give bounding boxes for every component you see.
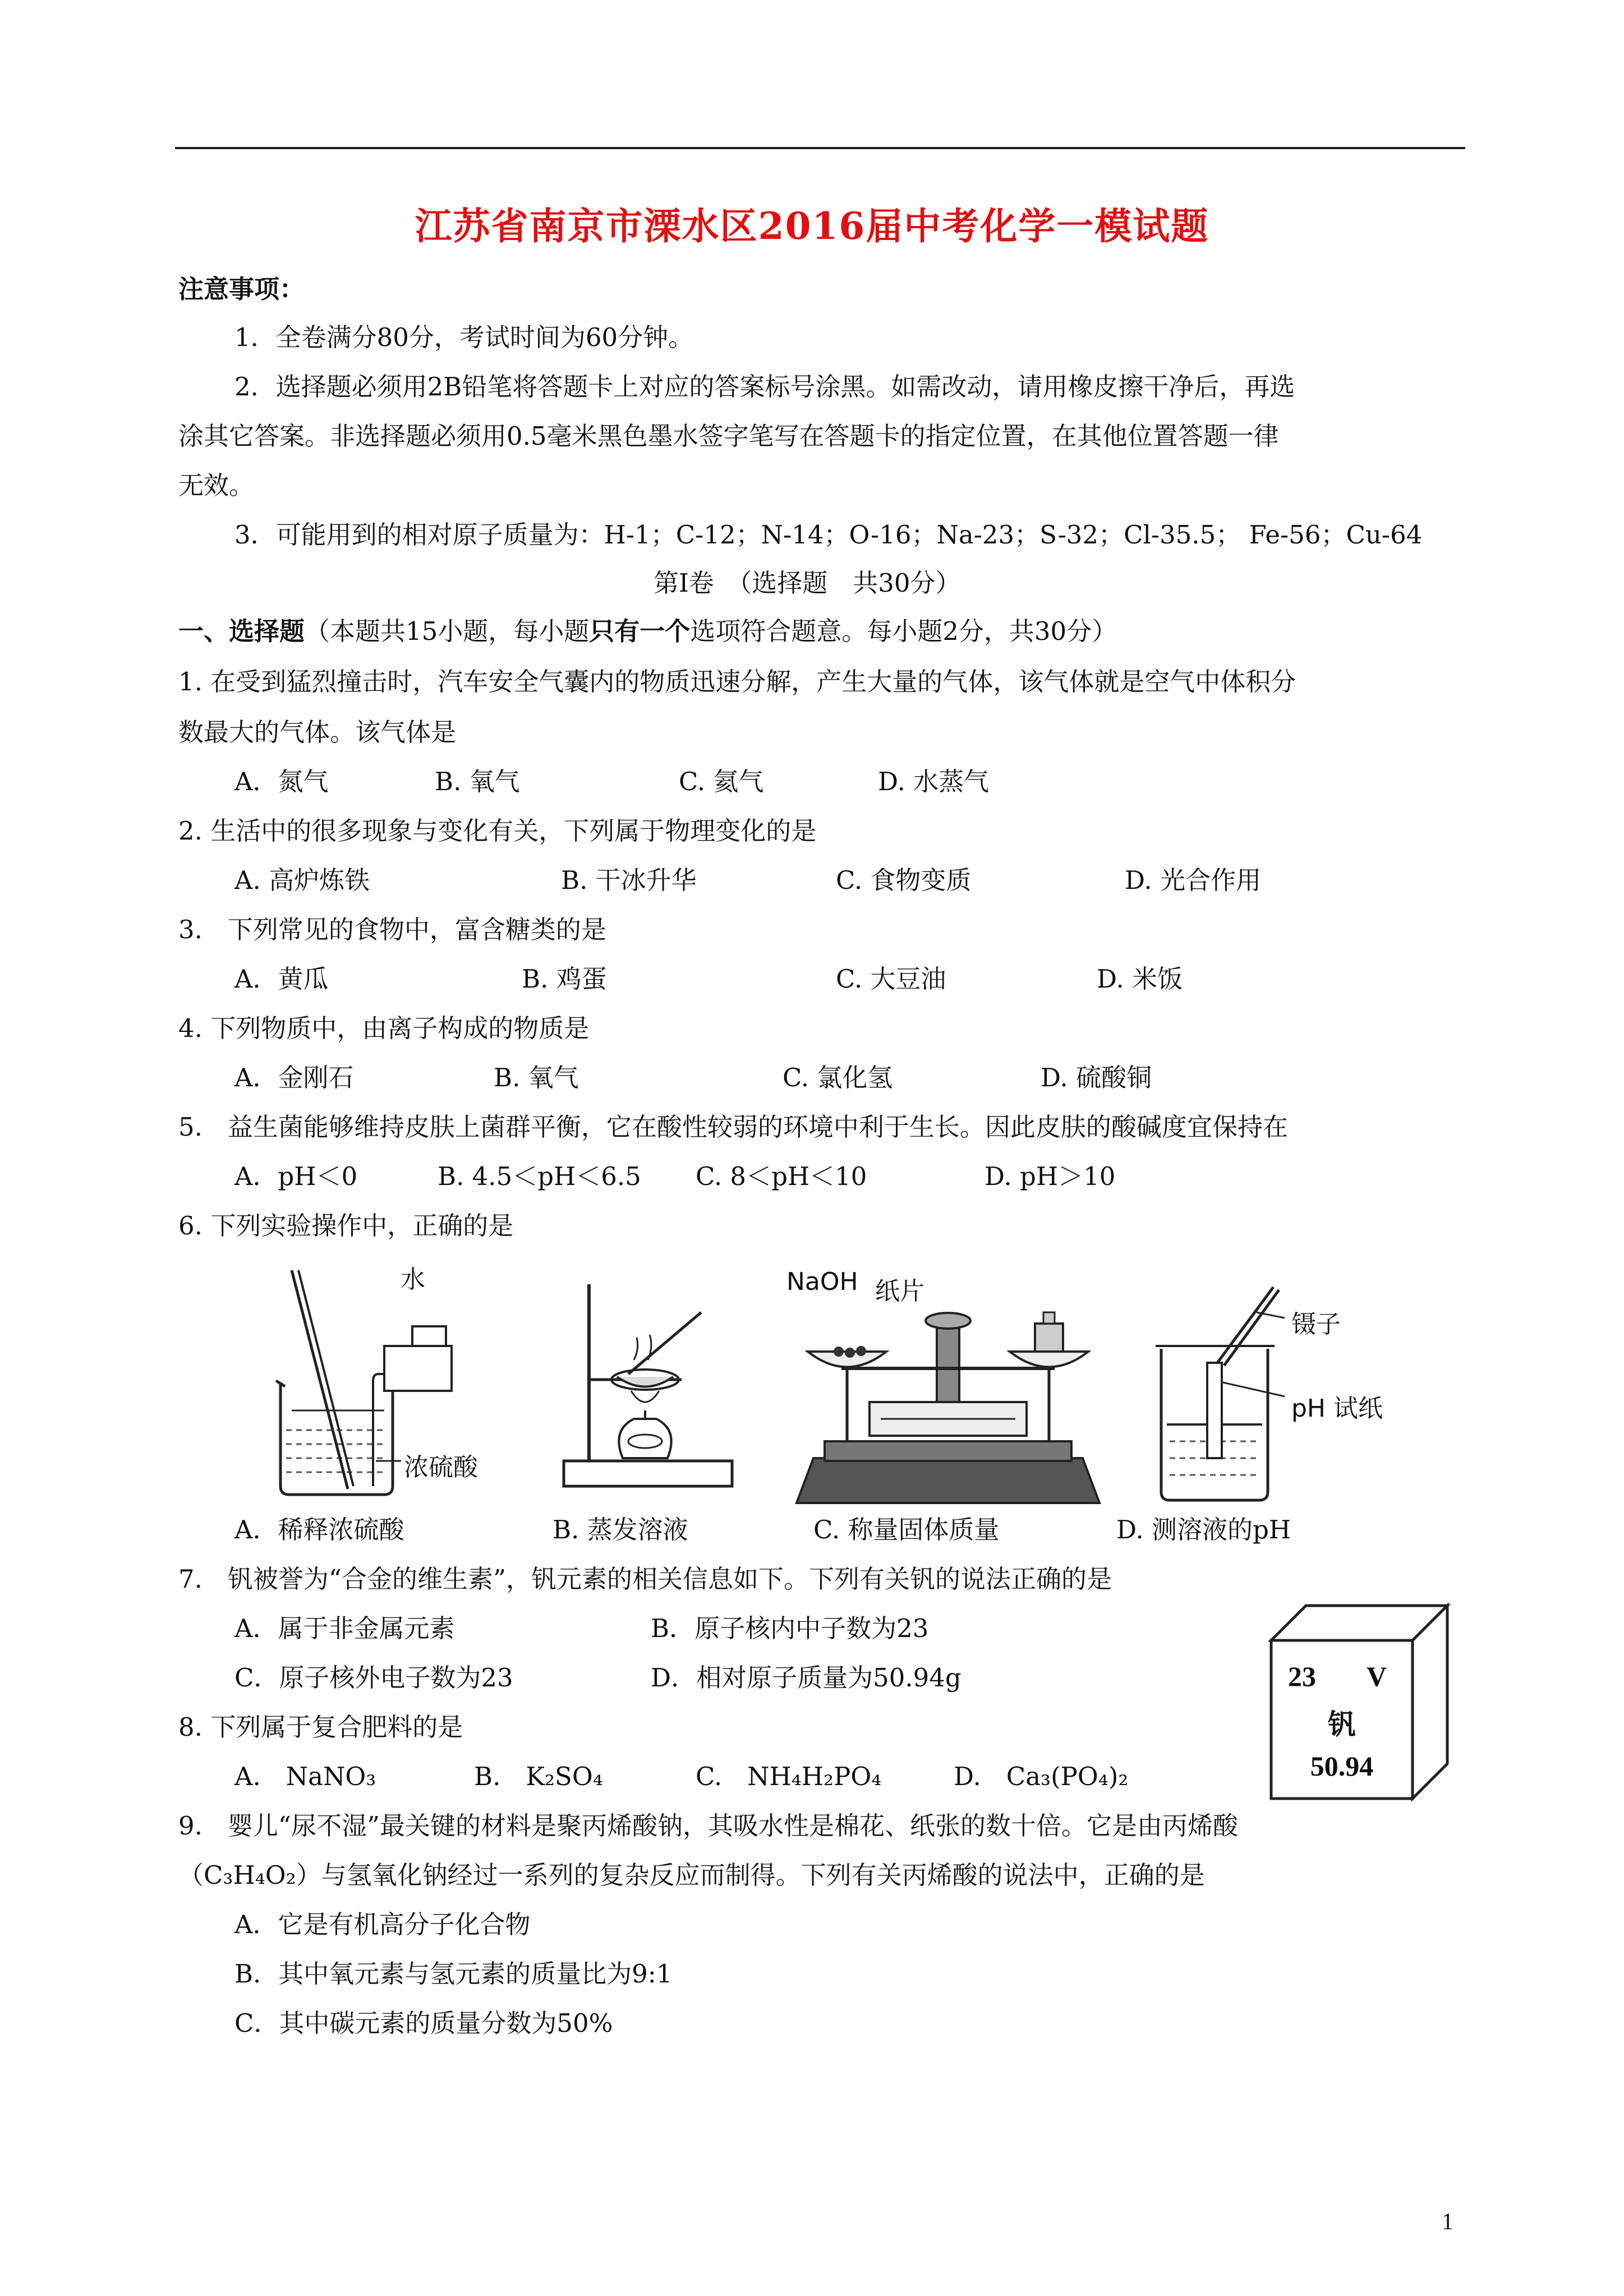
question-5-option-a: A．pH＜0 [234, 1161, 358, 1191]
question-8-stem: 8. 下列属于复合肥料的是 [178, 1712, 463, 1742]
question-2-option-c: C. 食物变质 [836, 865, 972, 895]
question-8-option-a: A. NaNO₃ [234, 1762, 376, 1791]
section-desc-post: 选项符合题意。每小题2分，共30分） [690, 616, 1117, 646]
figure-ph-test [1144, 1279, 1408, 1503]
question-9-option-a: A．它是有机高分子化合物 [234, 1910, 531, 1939]
question-8-option-c: C. NH₄H₂PO₄ [696, 1762, 882, 1791]
question-5-option-c: C. 8＜pH＜10 [696, 1161, 867, 1191]
question-1-option-c: C. 氦气 [679, 767, 764, 796]
question-7-option-d: D．相对原子质量为50.94g [651, 1663, 961, 1693]
section-label: 一、选择题 [178, 616, 305, 646]
element-card-vanadium [1267, 1601, 1452, 1803]
question-1-stem-line2: 数最大的气体。该气体是 [178, 717, 457, 747]
question-6-option-a: A．稀释浓硫酸 [234, 1515, 404, 1545]
question-3-option-b: B. 鸡蛋 [522, 964, 607, 994]
page-number: 1 [1442, 2209, 1453, 2235]
question-1-option-a: A．氮气 [234, 767, 329, 796]
question-4-option-b: B. 氧气 [494, 1063, 579, 1092]
notice-item-2-line3: 无效。 [178, 471, 255, 500]
section-desc-bold: 只有一个 [589, 616, 691, 646]
question-7-stem: 7. 钒被誉为“合金的维生素”，钒元素的相关信息如下。下列有关钒的说法正确的是 [178, 1564, 1112, 1594]
label-naoh: NaOH [786, 1267, 858, 1296]
question-9-option-c: C．其中碳元素的质量分数为50% [234, 2008, 613, 2038]
question-3-stem: 3. 下列常见的食物中，富含糖类的是 [178, 915, 606, 944]
question-1-option-b: B. 氧气 [435, 767, 520, 796]
label-water: 水 [401, 1265, 425, 1294]
question-8-option-b: B. K₂SO₄ [474, 1762, 603, 1791]
question-4-option-a: A．金刚石 [234, 1063, 354, 1092]
question-6-option-b: B. 蒸发溶液 [553, 1515, 688, 1545]
question-6-stem: 6. 下列实验操作中，正确的是 [178, 1211, 514, 1241]
notice-heading: 注意事项： [178, 274, 305, 304]
question-5-option-b: B. 4.5＜pH＜6.5 [438, 1161, 641, 1191]
element-name: 钒 [1328, 1708, 1356, 1741]
label-paper: 纸片 [875, 1277, 924, 1306]
figure-dilute-acid [264, 1262, 488, 1514]
notice-item-2-line2: 涂其它答案。非选择题必须用0.5毫米黑色墨水签字笔写在答题卡的指定位置，在其他位置答题一律 [178, 421, 1279, 451]
section-heading [178, 615, 1117, 648]
section-desc-pre: （本题共15小题，每小题 [305, 616, 590, 646]
question-5-stem: 5. 益生菌能够维持皮肤上菌群平衡，它在酸性较弱的环境中利于生长。因此皮肤的酸碱度宜保持在 [178, 1112, 1288, 1142]
evaporation-diagram [555, 1267, 740, 1492]
label-concentrated-acid: 浓硫酸 [404, 1453, 478, 1482]
question-8-option-d: D. Ca₃(PO₄)₂ [954, 1762, 1129, 1791]
question-4-option-d: D. 硫酸铜 [1041, 1063, 1152, 1092]
page-title: 江苏省南京市溧水区2016届中考化学一模试题 [415, 204, 1209, 248]
question-2-option-b: B. 干冰升华 [561, 865, 697, 895]
element-atomic-number: 23 [1288, 1661, 1316, 1692]
question-3-option-c: C. 大豆油 [836, 964, 946, 994]
question-9-stem-line2: （C₃H₄O₂）与氢氧化钠经过一系列的复杂反应而制得。下列有关丙烯酸的说法中，正确的是 [178, 1860, 1205, 1890]
figure-balance [785, 1267, 1111, 1509]
question-5-option-d: D. pH＞10 [984, 1161, 1116, 1191]
balance-diagram [785, 1273, 1111, 1509]
question-2-stem: 2. 生活中的很多现象与变化有关，下列属于物理变化的是 [178, 816, 817, 846]
question-1-stem-line1: 1. 在受到猛烈撞击时，汽车安全气囊内的物质迅速分解，产生大量的气体，该气体就是空气中体积分 [178, 667, 1296, 697]
top-rule [175, 147, 1465, 149]
question-3-option-a: A．黄瓜 [234, 964, 329, 994]
question-7-option-a: A．属于非金属元素 [234, 1613, 455, 1643]
question-2-option-d: D. 光合作用 [1125, 865, 1262, 895]
figure-evaporation [555, 1267, 740, 1492]
question-1-option-d: D. 水蒸气 [878, 767, 990, 796]
label-tweezers: 镊子 [1291, 1310, 1341, 1339]
question-9-option-b: B．其中氧元素与氢元素的质量比为9:1 [234, 1959, 673, 1989]
notice-item-1: 1．全卷满分80分，考试时间为60分钟。 [234, 322, 694, 352]
question-4-stem: 4. 下列物质中，由离子构成的物质是 [178, 1013, 590, 1043]
question-6-option-c: C. 称量固体质量 [813, 1515, 1000, 1545]
question-9-stem-line1: 9. 婴儿“尿不湿”最关键的材料是聚丙烯酸钠，其吸水性是棉花、纸张的数十倍。它是由丙烯酸 [178, 1811, 1238, 1841]
question-7-option-c: C．原子核外电子数为23 [234, 1663, 513, 1693]
question-6-option-d: D. 测溶液的pH [1116, 1515, 1291, 1545]
volume-heading: 第Ⅰ卷 （选择题 共30分） [654, 568, 961, 598]
element-mass: 50.94 [1310, 1750, 1374, 1782]
element-symbol: V [1367, 1661, 1387, 1692]
question-3-option-d: D. 米饭 [1097, 964, 1183, 994]
question-7-option-b: B．原子核内中子数为23 [651, 1613, 929, 1643]
label-ph-paper: pH 试纸 [1291, 1394, 1383, 1423]
question-4-option-c: C. 氯化氢 [783, 1063, 893, 1092]
question-2-option-a: A. 高炉炼铁 [234, 865, 370, 895]
notice-item-2-line1: 2．选择题必须用2B铅笔将答题卡上对应的答案标号涂黑。如需改动，请用橡皮擦干净后，再选 [234, 372, 1295, 402]
notice-item-3: 3．可能用到的相对原子质量为：H-1；C-12；N-14；O-16；Na-23；S-32；Cl-35.5； Fe-56；Cu-64 [234, 520, 1423, 550]
